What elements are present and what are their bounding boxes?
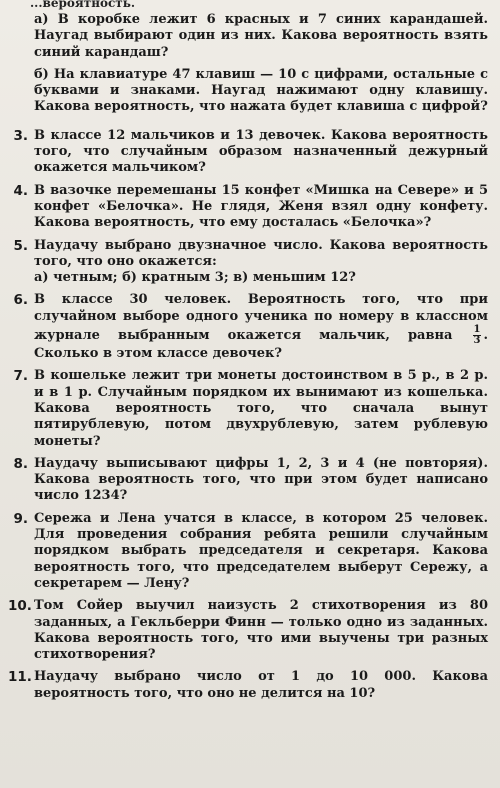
- problem-4: [8, 183, 488, 232]
- problem-text-end: . Сколько в этом классе девочек?: [34, 328, 488, 362]
- problem-text: В классе 12 мальчиков и 13 девочек. Какова вероятность того, что случайным образом назначенный дежурный окажется мальчиком?: [34, 127, 488, 176]
- problem-8: [8, 456, 488, 505]
- problem-text: Сережа и Лена учатся в классе, в котором 25 человек. Для проведения собрания ребята решили случайным порядком выбрать председателя и секретаря. Какова вероятность того, что председателем выберут Сережу, а секретарем — Лену?: [34, 510, 488, 591]
- problem-number: 7.: [13, 368, 28, 385]
- problem-2: [8, 12, 488, 122]
- problem-text: Наудачу выбрано число от 1 до 10 000. Какова вероятность того, что оно не делится на 10?: [34, 669, 488, 701]
- problem-text: В кошельке лежит три монеты достоинством в 5 р., в 2 р. и в 1 р. Случайным порядком их вынимают из кошелька. Какова вероятность того, что сначала вынут пятирублевую, потом двухрублевую, затем рублевую монеты?: [34, 368, 488, 449]
- problem-number: 6.: [13, 292, 28, 309]
- problem-2a: а) В коробке лежит 6 красных и 7 синих карандашей. Наугад выбирают один из них. Какова вероятность взять синий карандаш?: [34, 12, 488, 60]
- problem-5: [8, 238, 488, 287]
- problem-number: 11.: [8, 669, 32, 686]
- problem-number: 8.: [13, 455, 28, 472]
- problem-number: 4.: [13, 182, 28, 199]
- fraction-denominator: 3: [473, 335, 481, 347]
- fraction-numerator: 1: [473, 324, 481, 336]
- problem-text: В вазочке перемешаны 15 конфет «Мишка на Севере» и 5 конфет «Белочка». Не глядя, Женя взял одну конфету. Какова вероятность, что ему досталась «Белочка»?: [34, 182, 488, 231]
- problem-text: В классе 30 человек. Вероятность того, что при случайном выборе одного ученика по номеру в классном журнале выбранным окажется мальчик, равна: [34, 292, 488, 344]
- problem-options: а) четным; б) кратным 3; в) меньшим 12?: [34, 270, 356, 286]
- problem-number: 10.: [8, 598, 32, 615]
- problem-3: [8, 128, 488, 177]
- problem-10: [8, 598, 488, 663]
- problem-2b: б) На клавиатуре 47 клавиш — 10 с цифрами, остальные с буквами и знаками. Наугад нажимают одну клавишу. Какова вероятность, что нажата будет клавиша с цифрой?: [34, 66, 488, 115]
- problem-text: Том Сойер выучил наизусть 2 стихотворения из 80 заданных, а Гекльберри Финн — только одно из заданных. Какова вероятность того, что ими выучены три разных стихотворения?: [34, 598, 488, 663]
- cut-off-line: ...вероятность.: [30, 0, 136, 10]
- problem-number: 5.: [13, 237, 28, 254]
- problem-6: [8, 292, 488, 362]
- problem-9: [8, 511, 488, 592]
- problem-text: Наудачу выписывают цифры 1, 2, 3 и 4 (не повторяя). Какова вероятность того, что при этом будет написано число 1234?: [34, 455, 488, 504]
- problem-number: 9.: [13, 510, 28, 527]
- problem-11: [8, 669, 488, 702]
- problem-7: [8, 368, 488, 449]
- problem-number: 3.: [13, 127, 28, 144]
- problem-text: Наудачу выбрано двузначное число. Какова вероятность того, что оно окажется:: [34, 237, 488, 269]
- fraction: [473, 325, 482, 346]
